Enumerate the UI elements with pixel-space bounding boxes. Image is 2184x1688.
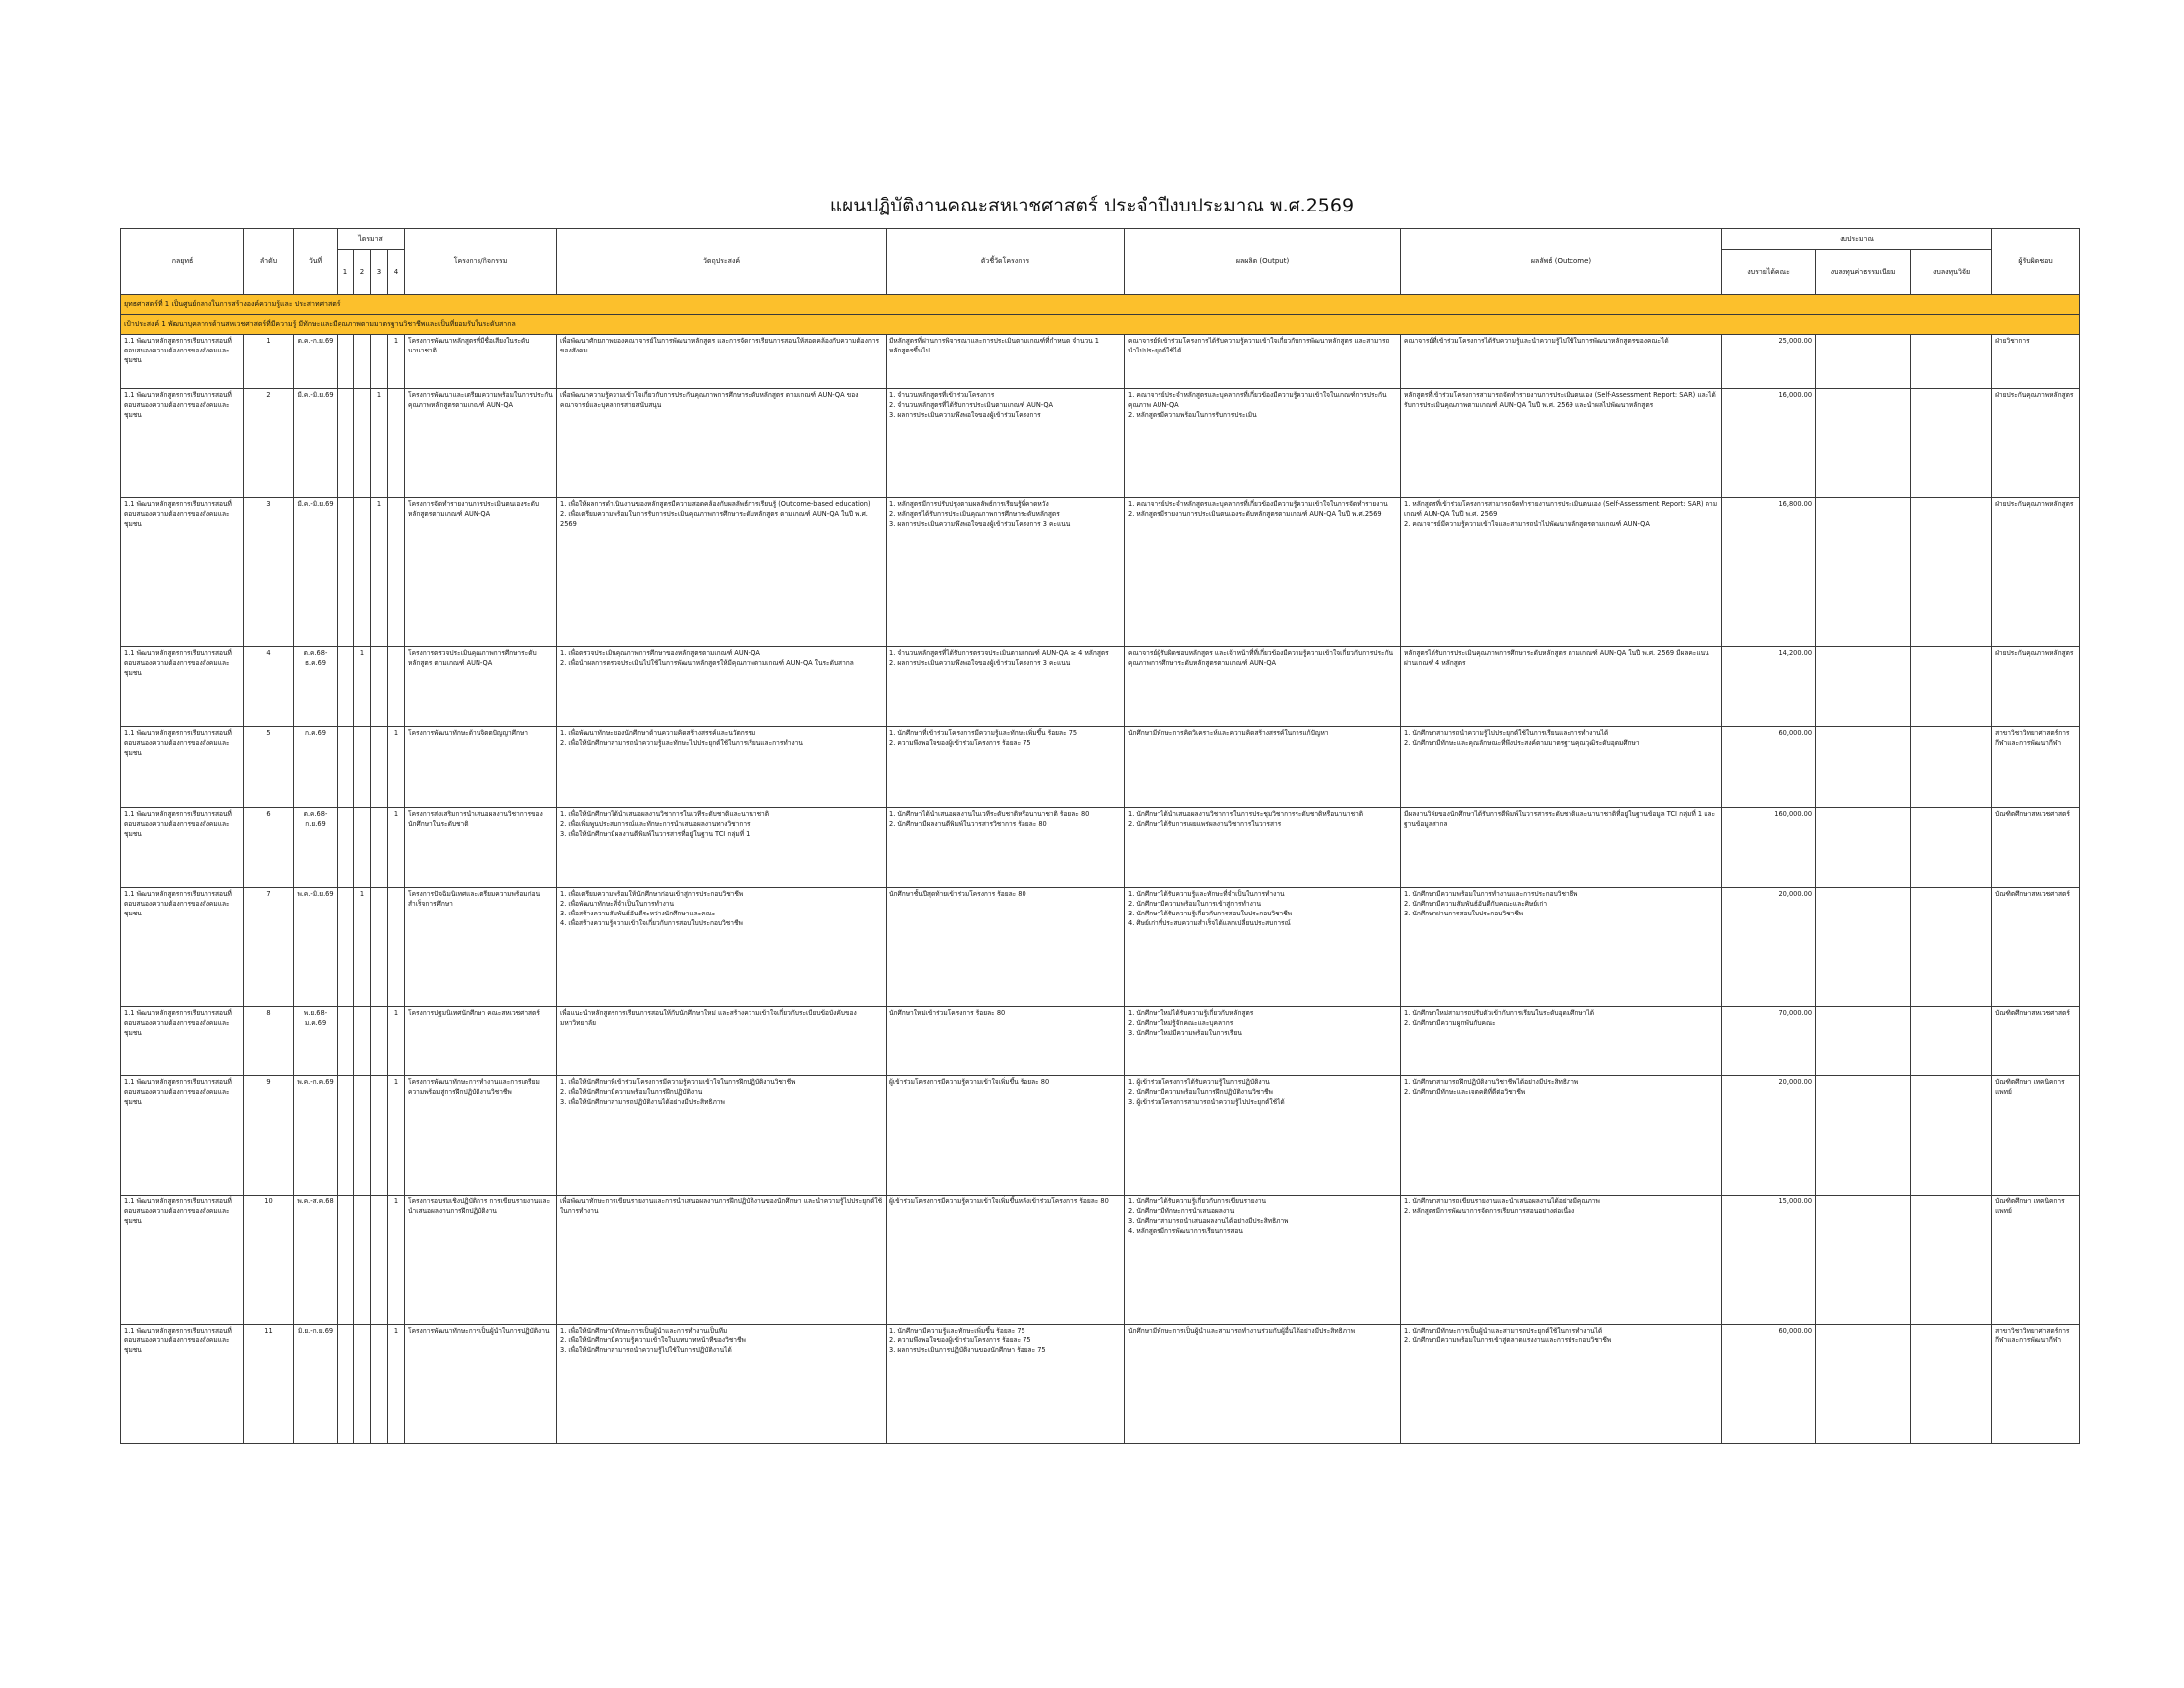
col-quarter: ไตรมาส	[338, 229, 405, 250]
row-strategy: 1.1 พัฒนาหลักสูตรการเรียนการสอนที่ตอบสนองความต้องการของสังคมและชุมชน	[121, 1076, 244, 1196]
row-outcome: 1. นักศึกษาสามารถเขียนรายงานและนำเสนอผลงานได้อย่างมีคุณภาพ 2. หลักสูตรมีการพัฒนาการจัดการเรียนการสอนอย่างต่อเนื่อง	[1401, 1196, 1722, 1325]
row-order: 1	[244, 335, 294, 389]
row-q3: 1	[371, 389, 388, 498]
row-output: 1. นักศึกษาได้รับความรู้เกี่ยวกับการเขียนรายงาน 2. นักศึกษามีทักษะการนำเสนอผลงาน 3. นักศึกษาสามารถนำเสนอผลงานได้อย่างมีประสิทธิภาพ 4. หลักสูตรมีการพัฒนาการเรียนการสอน	[1125, 1196, 1401, 1325]
row-order: 4	[244, 647, 294, 727]
row-q4: 1	[388, 335, 405, 389]
row-objective: เพื่อพัฒนาศักยภาพของคณาจารย์ในการพัฒนาหลักสูตร และการจัดการเรียนการสอนให้สอดคล้องกับความต้องการของสังคม	[557, 335, 887, 389]
row-budget-faculty: 70,000.00	[1722, 1007, 1816, 1076]
row-indicator: 1. จำนวนหลักสูตรที่ได้รับการตรวจประเมินตามเกณฑ์ AUN-QA ≥ 4 หลักสูตร 2. ผลการประเมินความพึงพอใจของผู้เข้าร่วมโครงการ 3 คะแนน	[887, 647, 1125, 727]
col-budget-research: งบลงทุนวิจัย	[1911, 250, 1992, 295]
row-output: คณาจารย์ผู้รับผิดชอบหลักสูตร และเจ้าหน้าที่ที่เกี่ยวข้องมีความรู้ความเข้าใจเกี่ยวกับการประกันคุณภาพการศึกษาระดับหลักสูตรตามเกณฑ์ AUN-QA	[1125, 647, 1401, 727]
row-strategy: 1.1 พัฒนาหลักสูตรการเรียนการสอนที่ตอบสนองความต้องการของสังคมและชุมชน	[121, 808, 244, 888]
row-owner: บัณฑิตศึกษาสหเวชศาสตร์	[1992, 808, 2080, 888]
row-q1	[338, 1196, 354, 1325]
col-objective: วัตถุประสงค์	[557, 229, 887, 295]
row-q4: 1	[388, 1007, 405, 1076]
row-q3	[371, 1076, 388, 1196]
row-q3	[371, 1325, 388, 1444]
row-budget-fee	[1816, 1007, 1911, 1076]
row-owner: บัณฑิตศึกษา เทคนิคการแพทย์	[1992, 1196, 2080, 1325]
row-order: 10	[244, 1196, 294, 1325]
row-strategy: 1.1 พัฒนาหลักสูตรการเรียนการสอนที่ตอบสนองความต้องการของสังคมและชุมชน	[121, 647, 244, 727]
col-strategy: กลยุทธ์	[121, 229, 244, 295]
row-indicator: ผู้เข้าร่วมโครงการมีความรู้ความเข้าใจเพิ่มขึ้น ร้อยละ 80	[887, 1076, 1125, 1196]
row-date: ต.ค.-ก.ย.69	[294, 335, 338, 389]
row-output: 1. คณาจารย์ประจำหลักสูตรและบุคลากรที่เกี่ยวข้องมีความรู้ความเข้าใจในการจัดทำรายงาน 2. หลักสูตรมีรายงานการประเมินตนเองระดับหลักสูตรตามเกณฑ์ AUN-QA ในปี พ.ศ.2569	[1125, 498, 1401, 647]
col-q3: 3	[371, 250, 388, 295]
table-row	[121, 1196, 2080, 1325]
row-budget-research	[1911, 498, 1992, 647]
row-q2: 1	[354, 888, 371, 1007]
row-budget-faculty: 60,000.00	[1722, 1325, 1816, 1444]
row-date: พ.ค.-ก.ค.69	[294, 1076, 338, 1196]
row-indicator: ผู้เข้าร่วมโครงการมีความรู้ความเข้าใจเพิ่มขึ้นหลังเข้าร่วมโครงการ ร้อยละ 80	[887, 1196, 1125, 1325]
row-q4: 1	[388, 808, 405, 888]
row-output: คณาจารย์ที่เข้าร่วมโครงการได้รับความรู้ความเข้าใจเกี่ยวกับการพัฒนาหลักสูตร และสามารถนำไปประยุกต์ใช้ได้	[1125, 335, 1401, 389]
row-order: 6	[244, 808, 294, 888]
row-owner: ฝ่ายประกันคุณภาพหลักสูตร	[1992, 389, 2080, 498]
row-budget-research	[1911, 1325, 1992, 1444]
row-project: โครงการพัฒนาทักษะด้านจิตตปัญญาศึกษา	[405, 727, 557, 808]
row-q4: 1	[388, 1076, 405, 1196]
col-q1: 1	[338, 250, 354, 295]
row-outcome: 1. นักศึกษาใหม่สามารถปรับตัวเข้ากับการเรียนในระดับอุดมศึกษาได้ 2. นักศึกษามีความผูกพันกับคณะ	[1401, 1007, 1722, 1076]
row-budget-research	[1911, 727, 1992, 808]
row-indicator: 1. นักศึกษามีความรู้และทักษะเพิ่มขึ้น ร้อยละ 75 2. ความพึงพอใจของผู้เข้าร่วมโครงการ ร้อยละ 75 3. ผลการประเมินการปฏิบัติงานของนักศึกษา ร้อยละ 75	[887, 1325, 1125, 1444]
table-row	[121, 1076, 2080, 1196]
row-output: 1. ผู้เข้าร่วมโครงการได้รับความรู้ในการปฏิบัติงาน 2. นักศึกษามีความพร้อมในการฝึกปฏิบัติงานวิชาชีพ 3. ผู้เข้าร่วมโครงการสามารถนำความรู้ไปประยุกต์ใช้ได้	[1125, 1076, 1401, 1196]
row-indicator: 1. นักศึกษาที่เข้าร่วมโครงการมีความรู้และทักษะเพิ่มขึ้น ร้อยละ 75 2. ความพึงพอใจของผู้เข้าร่วมโครงการ ร้อยละ 75	[887, 727, 1125, 808]
row-q2	[354, 1007, 371, 1076]
row-q1	[338, 389, 354, 498]
row-indicator: นักศึกษาใหม่เข้าร่วมโครงการ ร้อยละ 80	[887, 1007, 1125, 1076]
row-outcome: 1. นักศึกษาสามารถนำความรู้ไปประยุกต์ใช้ในการเรียนและการทำงานได้ 2. นักศึกษามีทักษะและคุณลักษณะที่พึงประสงค์ตามมาตรฐานคุณวุฒิระดับอุดมศึกษา	[1401, 727, 1722, 808]
row-strategy: 1.1 พัฒนาหลักสูตรการเรียนการสอนที่ตอบสนองความต้องการของสังคมและชุมชน	[121, 389, 244, 498]
col-project: โครงการ/กิจกรรม	[405, 229, 557, 295]
row-budget-research	[1911, 1196, 1992, 1325]
row-output: 1. นักศึกษาได้นำเสนอผลงานวิชาการในการประชุมวิชาการระดับชาติหรือนานาชาติ 2. นักศึกษาได้รับการเผยแพร่ผลงานวิชาการในวารสาร	[1125, 808, 1401, 888]
row-project: โครงการพัฒนาและเตรียมความพร้อมในการประกันคุณภาพหลักสูตรตามเกณฑ์ AUN-QA	[405, 389, 557, 498]
row-output: 1. นักศึกษาได้รับความรู้และทักษะที่จำเป็นในการทำงาน 2. นักศึกษามีความพร้อมในการเข้าสู่การทำงาน 3. นักศึกษาได้รับความรู้เกี่ยวกับการสอบใบประกอบวิชาชีพ 4. ศิษย์เก่าที่ประสบความสำเร็จได้แลกเปลี่ยนประสบการณ์	[1125, 888, 1401, 1007]
row-indicator: นักศึกษาชั้นปีสุดท้ายเข้าร่วมโครงการ ร้อยละ 80	[887, 888, 1125, 1007]
row-q4: 1	[388, 727, 405, 808]
col-date: วันที่	[294, 229, 338, 295]
row-budget-research	[1911, 1007, 1992, 1076]
goal-band: เป้าประสงค์ 1 พัฒนาบุคลากรด้านสหเวชศาสตร์ที่มีความรู้ มีทักษะและมีคุณภาพตามมาตรฐานวิชาชีพและเป็นที่ยอมรับในระดับสากล	[121, 315, 2080, 335]
row-budget-fee	[1816, 335, 1911, 389]
row-order: 9	[244, 1076, 294, 1196]
row-outcome: หลักสูตรที่เข้าร่วมโครงการสามารถจัดทำรายงานการประเมินตนเอง (Self-Assessment Report: SAR) และได้รับการประเมินคุณภาพตามเกณฑ์ AUN-QA ในปี พ.ศ. 2569 และนำผลไปพัฒนาหลักสูตร	[1401, 389, 1722, 498]
row-outcome: คณาจารย์ที่เข้าร่วมโครงการได้รับความรู้และนำความรู้ไปใช้ในการพัฒนาหลักสูตรของคณะได้	[1401, 335, 1722, 389]
row-project: โครงการตรวจประเมินคุณภาพการศึกษาระดับหลักสูตร ตามเกณฑ์ AUN-QA	[405, 647, 557, 727]
page-title: แผนปฏิบัติงานคณะสหเวชศาสตร์ ประจำปีงบประมาณ พ.ศ.2569	[829, 195, 1355, 216]
row-date: ก.ค.69	[294, 727, 338, 808]
col-budget-faculty: งบรายได้คณะ	[1722, 250, 1816, 295]
row-order: 5	[244, 727, 294, 808]
row-budget-faculty: 16,000.00	[1722, 389, 1816, 498]
row-output: 1. คณาจารย์ประจำหลักสูตรและบุคลากรที่เกี่ยวข้องมีความรู้ความเข้าใจในเกณฑ์การประกันคุณภาพ AUN-QA 2. หลักสูตรมีความพร้อมในการรับการประเมิน	[1125, 389, 1401, 498]
row-q1	[338, 335, 354, 389]
row-strategy: 1.1 พัฒนาหลักสูตรการเรียนการสอนที่ตอบสนองความต้องการของสังคมและชุมชน	[121, 498, 244, 647]
table-row	[121, 498, 2080, 647]
row-budget-faculty: 25,000.00	[1722, 335, 1816, 389]
row-outcome: หลักสูตรได้รับการประเมินคุณภาพการศึกษาระดับหลักสูตร ตามเกณฑ์ AUN-QA ในปี พ.ศ. 2569 มีผลคะแนนผ่านเกณฑ์ 4 หลักสูตร	[1401, 647, 1722, 727]
row-date: พ.ย.68-ม.ค.69	[294, 1007, 338, 1076]
row-q1	[338, 1007, 354, 1076]
row-budget-research	[1911, 647, 1992, 727]
row-owner: ฝ่ายวิชาการ	[1992, 335, 2080, 389]
row-owner: ฝ่ายประกันคุณภาพหลักสูตร	[1992, 498, 2080, 647]
table-row	[121, 808, 2080, 888]
row-budget-fee	[1816, 1325, 1911, 1444]
row-objective: เพื่อพัฒนาทักษะการเขียนรายงานและการนำเสนอผลงานการฝึกปฏิบัติงานของนักศึกษา และนำความรู้ไปประยุกต์ใช้ในการทำงาน	[557, 1196, 887, 1325]
row-q2	[354, 1076, 371, 1196]
row-date: พ.ค.-ส.ค.68	[294, 1196, 338, 1325]
row-budget-faculty: 16,800.00	[1722, 498, 1816, 647]
row-budget-fee	[1816, 498, 1911, 647]
row-indicator: 1. หลักสูตรมีการปรับปรุงตามผลลัพธ์การเรียนรู้ที่คาดหวัง 2. หลักสูตรได้รับการประเมินคุณภาพการศึกษาระดับหลักสูตร 3. ผลการประเมินความพึงพอใจของผู้เข้าร่วมโครงการ 3 คะแนน	[887, 498, 1125, 647]
row-q1	[338, 647, 354, 727]
row-budget-research	[1911, 389, 1992, 498]
row-objective: 1. เพื่อให้นักศึกษามีทักษะการเป็นผู้นำและการทำงานเป็นทีม 2. เพื่อให้นักศึกษามีความรู้ความเข้าใจในบทบาทหน้าที่ของวิชาชีพ 3. เพื่อให้นักศึกษาสามารถนำความรู้ไปใช้ในการปฏิบัติงานได้	[557, 1325, 887, 1444]
row-objective: เพื่อพัฒนาความรู้ความเข้าใจเกี่ยวกับการประกันคุณภาพการศึกษาระดับหลักสูตร ตามเกณฑ์ AUN-QA ของคณาจารย์และบุคลากรสายสนับสนุน	[557, 389, 887, 498]
row-indicator: 1. จำนวนหลักสูตรที่เข้าร่วมโครงการ 2. จำนวนหลักสูตรที่ได้รับการประเมินตามเกณฑ์ AUN-QA 3. ผลการประเมินความพึงพอใจของผู้เข้าร่วมโครงการ	[887, 389, 1125, 498]
row-outcome: 1. นักศึกษามีความพร้อมในการทำงานและการประกอบวิชาชีพ 2. นักศึกษามีความสัมพันธ์อันดีกับคณะและศิษย์เก่า 3. นักศึกษาผ่านการสอบใบประกอบวิชาชีพ	[1401, 888, 1722, 1007]
row-q3	[371, 888, 388, 1007]
row-date: มี.ค.-มิ.ย.69	[294, 389, 338, 498]
row-q2	[354, 498, 371, 647]
row-owner: สาขาวิชาวิทยาศาสตร์การกีฬาและการพัฒนากีฬา	[1992, 727, 2080, 808]
row-budget-research	[1911, 888, 1992, 1007]
row-q2: 1	[354, 647, 371, 727]
row-q4: 1	[388, 1196, 405, 1325]
row-q3	[371, 1007, 388, 1076]
row-budget-fee	[1816, 888, 1911, 1007]
row-q1	[338, 727, 354, 808]
col-order: ลำดับ	[244, 229, 294, 295]
row-q2	[354, 808, 371, 888]
row-output: นักศึกษามีทักษะการคิดวิเคราะห์และความคิดสร้างสรรค์ในการแก้ปัญหา	[1125, 727, 1401, 808]
row-objective: 1. เพื่อให้นักศึกษาได้นำเสนอผลงานวิชาการในเวทีระดับชาติและนานาชาติ 2. เพื่อเพิ่มพูนประสบการณ์และทักษะการนำเสนอผลงานทางวิชาการ 3. เพื่อให้นักศึกษามีผลงานตีพิมพ์ในวารสารที่อยู่ในฐาน TCI กลุ่มที่ 1	[557, 808, 887, 888]
row-q3	[371, 647, 388, 727]
row-owner: บัณฑิตศึกษาสหเวชศาสตร์	[1992, 1007, 2080, 1076]
row-outcome: 1. หลักสูตรที่เข้าร่วมโครงการสามารถจัดทำรายงานการประเมินตนเอง (Self-Assessment Report: SAR) ตามเกณฑ์ AUN-QA ในปี พ.ศ. 2569 2. คณาจารย์มีความรู้ความเข้าใจและสามารถนำไปพัฒนาหลักสูตรตามเกณฑ์ AUN-QA	[1401, 498, 1722, 647]
row-q4	[388, 389, 405, 498]
row-q2	[354, 335, 371, 389]
table-row	[121, 1325, 2080, 1444]
row-order: 2	[244, 389, 294, 498]
row-budget-fee	[1816, 647, 1911, 727]
row-budget-fee	[1816, 808, 1911, 888]
row-project: โครงการส่งเสริมการนำเสนอผลงานวิชาการของนักศึกษาในระดับชาติ	[405, 808, 557, 888]
row-owner: สาขาวิชาวิทยาศาสตร์การกีฬาและการพัฒนากีฬา	[1992, 1325, 2080, 1444]
row-budget-research	[1911, 808, 1992, 888]
row-objective: 1. เพื่อให้นักศึกษาที่เข้าร่วมโครงการมีความรู้ความเข้าใจในการฝึกปฏิบัติงานวิชาชีพ 2. เพื่อให้นักศึกษามีความพร้อมในการฝึกปฏิบัติงาน 3. เพื่อให้นักศึกษาสามารถปฏิบัติงานได้อย่างมีประสิทธิภาพ	[557, 1076, 887, 1196]
row-output: นักศึกษามีทักษะการเป็นผู้นำและสามารถทำงานร่วมกับผู้อื่นได้อย่างมีประสิทธิภาพ	[1125, 1325, 1401, 1444]
row-q2	[354, 389, 371, 498]
row-project: โครงการพัฒนาหลักสูตรที่มีชื่อเสียงในระดับนานาชาติ	[405, 335, 557, 389]
row-owner: บัณฑิตศึกษา เทคนิคการแพทย์	[1992, 1076, 2080, 1196]
row-date: มิ.ย.-ก.ย.69	[294, 1325, 338, 1444]
row-order: 3	[244, 498, 294, 647]
row-order: 11	[244, 1325, 294, 1444]
row-objective: 1. เพื่อให้ผลการดำเนินงานของหลักสูตรมีความสอดคล้องกับผลลัพธ์การเรียนรู้ (Outcome-based education) 2. เพื่อเตรียมความพร้อมในการรับการประเมินคุณภาพการศึกษาระดับหลักสูตร ตามเกณฑ์ AUN-QA ในปี พ.ศ. 2569	[557, 498, 887, 647]
row-budget-research	[1911, 1076, 1992, 1196]
row-owner: บัณฑิตศึกษาสหเวชศาสตร์	[1992, 888, 2080, 1007]
col-output: ผลผลิต (Output)	[1125, 229, 1401, 295]
row-date: ต.ค.68-ธ.ค.69	[294, 647, 338, 727]
row-strategy: 1.1 พัฒนาหลักสูตรการเรียนการสอนที่ตอบสนองความต้องการของสังคมและชุมชน	[121, 888, 244, 1007]
row-strategy: 1.1 พัฒนาหลักสูตรการเรียนการสอนที่ตอบสนองความต้องการของสังคมและชุมชน	[121, 335, 244, 389]
row-outcome: มีผลงานวิจัยของนักศึกษาได้รับการตีพิมพ์ในวารสารระดับชาติและนานาชาติที่อยู่ในฐานข้อมูล TCI กลุ่มที่ 1 และฐานข้อมูลสากล	[1401, 808, 1722, 888]
row-project: โครงการพัฒนาทักษะการทำงานและการเตรียมความพร้อมสู่การฝึกปฏิบัติงานวิชาชีพ	[405, 1076, 557, 1196]
row-strategy: 1.1 พัฒนาหลักสูตรการเรียนการสอนที่ตอบสนองความต้องการของสังคมและชุมชน	[121, 1325, 244, 1444]
row-budget-research	[1911, 335, 1992, 389]
row-budget-faculty: 160,000.00	[1722, 808, 1816, 888]
table-row	[121, 888, 2080, 1007]
row-budget-faculty: 20,000.00	[1722, 1076, 1816, 1196]
strategy-band: ยุทธศาสตร์ที่ 1 เป็นศูนย์กลางในการสร้างองค์ความรู้และ ประสาทศาสตร์	[121, 295, 2080, 315]
row-budget-faculty: 15,000.00	[1722, 1196, 1816, 1325]
action-plan-table	[120, 228, 2080, 1444]
row-project: โครงการจัดทำรายงานการประเมินตนเองระดับหลักสูตรตามเกณฑ์ AUN-QA	[405, 498, 557, 647]
row-q1	[338, 888, 354, 1007]
row-indicator: มีหลักสูตรที่ผ่านการพิจารณาและการประเมินตามเกณฑ์ที่กำหนด จำนวน 1 หลักสูตรขึ้นไป	[887, 335, 1125, 389]
row-q4	[388, 498, 405, 647]
row-strategy: 1.1 พัฒนาหลักสูตรการเรียนการสอนที่ตอบสนองความต้องการของสังคมและชุมชน	[121, 1196, 244, 1325]
table-row	[121, 647, 2080, 727]
col-q2: 2	[354, 250, 371, 295]
row-outcome: 1. นักศึกษาสามารถฝึกปฏิบัติงานวิชาชีพได้อย่างมีประสิทธิภาพ 2. นักศึกษามีทักษะและเจตคติที่ดีต่อวิชาชีพ	[1401, 1076, 1722, 1196]
row-output: 1. นักศึกษาใหม่ได้รับความรู้เกี่ยวกับหลักสูตร 2. นักศึกษาใหม่รู้จักคณะและบุคลากร 3. นักศึกษาใหม่มีความพร้อมในการเรียน	[1125, 1007, 1401, 1076]
row-q4	[388, 888, 405, 1007]
row-objective: เพื่อแนะนำหลักสูตรการเรียนการสอนให้กับนักศึกษาใหม่ และสร้างความเข้าใจเกี่ยวกับระเบียบข้อบังคับของมหาวิทยาลัย	[557, 1007, 887, 1076]
row-q3	[371, 727, 388, 808]
row-date: ต.ค.68-ก.ย.69	[294, 808, 338, 888]
row-q4: 1	[388, 1325, 405, 1444]
row-q1	[338, 1325, 354, 1444]
col-indicator: ตัวชี้วัดโครงการ	[887, 229, 1125, 295]
table-row	[121, 335, 2080, 389]
row-budget-faculty: 20,000.00	[1722, 888, 1816, 1007]
row-strategy: 1.1 พัฒนาหลักสูตรการเรียนการสอนที่ตอบสนองความต้องการของสังคมและชุมชน	[121, 727, 244, 808]
col-outcome: ผลลัพธ์ (Outcome)	[1401, 229, 1722, 295]
row-project: โครงการปัจฉิมนิเทศและเตรียมความพร้อมก่อนสำเร็จการศึกษา	[405, 888, 557, 1007]
table-row	[121, 389, 2080, 498]
row-indicator: 1. นักศึกษาได้นำเสนอผลงานในเวทีระดับชาติหรือนานาชาติ ร้อยละ 80 2. นักศึกษามีผลงานตีพิมพ์ในวารสารวิชาการ ร้อยละ 80	[887, 808, 1125, 888]
row-order: 8	[244, 1007, 294, 1076]
row-objective: 1. เพื่อเตรียมความพร้อมให้นักศึกษาก่อนเข้าสู่การประกอบวิชาชีพ 2. เพื่อพัฒนาทักษะที่จำเป็นในการทำงาน 3. เพื่อสร้างความสัมพันธ์อันดีระหว่างนักศึกษาและคณะ 4. เพื่อสร้างความรู้ความเข้าใจเกี่ยวกับการสอบใบประกอบวิชาชีพ	[557, 888, 887, 1007]
row-budget-fee	[1816, 1076, 1911, 1196]
row-objective: 1. เพื่อพัฒนาทักษะของนักศึกษาด้านความคิดสร้างสรรค์และนวัตกรรม 2. เพื่อให้นักศึกษาสามารถนำความรู้และทักษะไปประยุกต์ใช้ในการเรียนและการทำงาน	[557, 727, 887, 808]
row-q3	[371, 808, 388, 888]
row-q3: 1	[371, 498, 388, 647]
row-owner: ฝ่ายประกันคุณภาพหลักสูตร	[1992, 647, 2080, 727]
row-order: 7	[244, 888, 294, 1007]
row-budget-fee	[1816, 389, 1911, 498]
row-q2	[354, 727, 371, 808]
row-q4	[388, 647, 405, 727]
col-q4: 4	[388, 250, 405, 295]
row-q3	[371, 1196, 388, 1325]
row-q1	[338, 498, 354, 647]
row-date: พ.ค.-มิ.ย.69	[294, 888, 338, 1007]
row-q1	[338, 1076, 354, 1196]
row-objective: 1. เพื่อตรวจประเมินคุณภาพการศึกษาของหลักสูตรตามเกณฑ์ AUN-QA 2. เพื่อนำผลการตรวจประเมินไปใช้ในการพัฒนาหลักสูตรให้มีคุณภาพตามเกณฑ์ AUN-QA ในระดับสากล	[557, 647, 887, 727]
row-project: โครงการพัฒนาทักษะการเป็นผู้นำในการปฏิบัติงาน	[405, 1325, 557, 1444]
row-q3	[371, 335, 388, 389]
table-row	[121, 1007, 2080, 1076]
row-q1	[338, 808, 354, 888]
row-q2	[354, 1196, 371, 1325]
row-budget-faculty: 14,200.00	[1722, 647, 1816, 727]
row-budget-fee	[1816, 727, 1911, 808]
row-outcome: 1. นักศึกษามีทักษะการเป็นผู้นำและสามารถประยุกต์ใช้ในการทำงานได้ 2. นักศึกษามีความพร้อมในการเข้าสู่ตลาดแรงงานและการประกอบวิชาชีพ	[1401, 1325, 1722, 1444]
col-budget: งบประมาณ	[1722, 229, 1992, 250]
col-budget-fee: งบลงทุนค่าธรรมเนียม	[1816, 250, 1911, 295]
row-budget-fee	[1816, 1196, 1911, 1325]
row-budget-faculty: 60,000.00	[1722, 727, 1816, 808]
col-owner: ผู้รับผิดชอบ	[1992, 229, 2080, 295]
row-q2	[354, 1325, 371, 1444]
row-project: โครงการปฐมนิเทศนักศึกษา คณะสหเวชศาสตร์	[405, 1007, 557, 1076]
row-project: โครงการอบรมเชิงปฏิบัติการ การเขียนรายงานและนำเสนอผลงานการฝึกปฏิบัติงาน	[405, 1196, 557, 1325]
row-date: มี.ค.-มิ.ย.69	[294, 498, 338, 647]
row-strategy: 1.1 พัฒนาหลักสูตรการเรียนการสอนที่ตอบสนองความต้องการของสังคมและชุมชน	[121, 1007, 244, 1076]
table-row	[121, 727, 2080, 808]
